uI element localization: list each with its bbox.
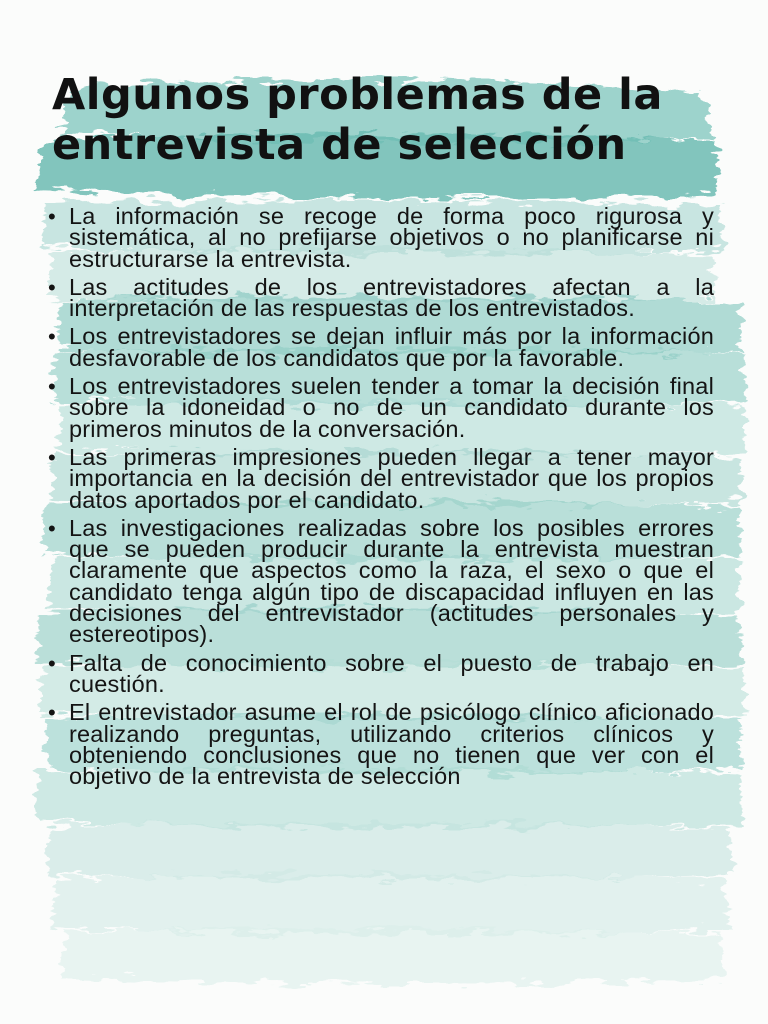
list-item-text: Las investigaciones realizadas sobre los posibles errores que se pueden producir durante la entrevista muestran claramente que aspectos como la raza, el sexo o que el candidato tenga algún tipo de discapacidad influyen en las decisiones del entrevistador (actitudes personales y estereotipos). <box>69 514 714 648</box>
list-item-text: La información se recoge de forma poco rigurosa y sistemática, al no prefijarse objetivos o no planificarse ni estructurarse la entrevista. <box>69 203 714 272</box>
list-item <box>48 273 714 322</box>
list-item <box>48 699 714 790</box>
page-title <box>52 70 732 170</box>
bullet-icon: • <box>48 374 56 400</box>
list-item <box>48 649 714 697</box>
bullet-icon: • <box>48 444 56 470</box>
bullet-icon: • <box>48 700 56 726</box>
list-item-text: Las primeras impresiones pueden llegar a tener mayor importancia en la decisión del entrevistador que los propios datos aportados por el candidato. <box>69 443 714 513</box>
list-item-text: El entrevistador asume el rol de psicólogo clínico aficionado realizando preguntas, utilizando criterios clínicos y obteniendo conclusiones que no tienen que ver con el objetivo de la entrevista de selección <box>69 699 714 790</box>
list-item <box>48 203 714 272</box>
bullet-icon: • <box>48 274 56 300</box>
title-line-1: Algunos problemas de la <box>52 70 663 120</box>
list-item-text: Falta de conocimiento sobre el puesto de trabajo en cuestión. <box>69 649 714 697</box>
list-item <box>48 373 714 442</box>
problem-list <box>48 203 714 794</box>
list-item-text: Los entrevistadores se dejan influir más por la información desfavorable de los candidatos que por la favorable. <box>69 323 714 371</box>
list-item-text: Los entrevistadores suelen tender a tomar la decisión final sobre la idoneidad o no de un candidato durante los primeros minutos de la conversación. <box>69 373 714 442</box>
bullet-icon: • <box>48 324 56 350</box>
title-line-2: entrevista de selección <box>52 120 627 170</box>
bullet-icon: • <box>48 204 56 229</box>
list-item <box>48 323 714 371</box>
list-item <box>48 514 714 648</box>
bullet-icon: • <box>48 650 56 676</box>
list-item <box>48 443 714 513</box>
list-item-text: Las actitudes de los entrevistadores afectan a la interpretación de las respuestas de los entrevistados. <box>69 273 714 322</box>
bullet-icon: • <box>48 515 56 541</box>
